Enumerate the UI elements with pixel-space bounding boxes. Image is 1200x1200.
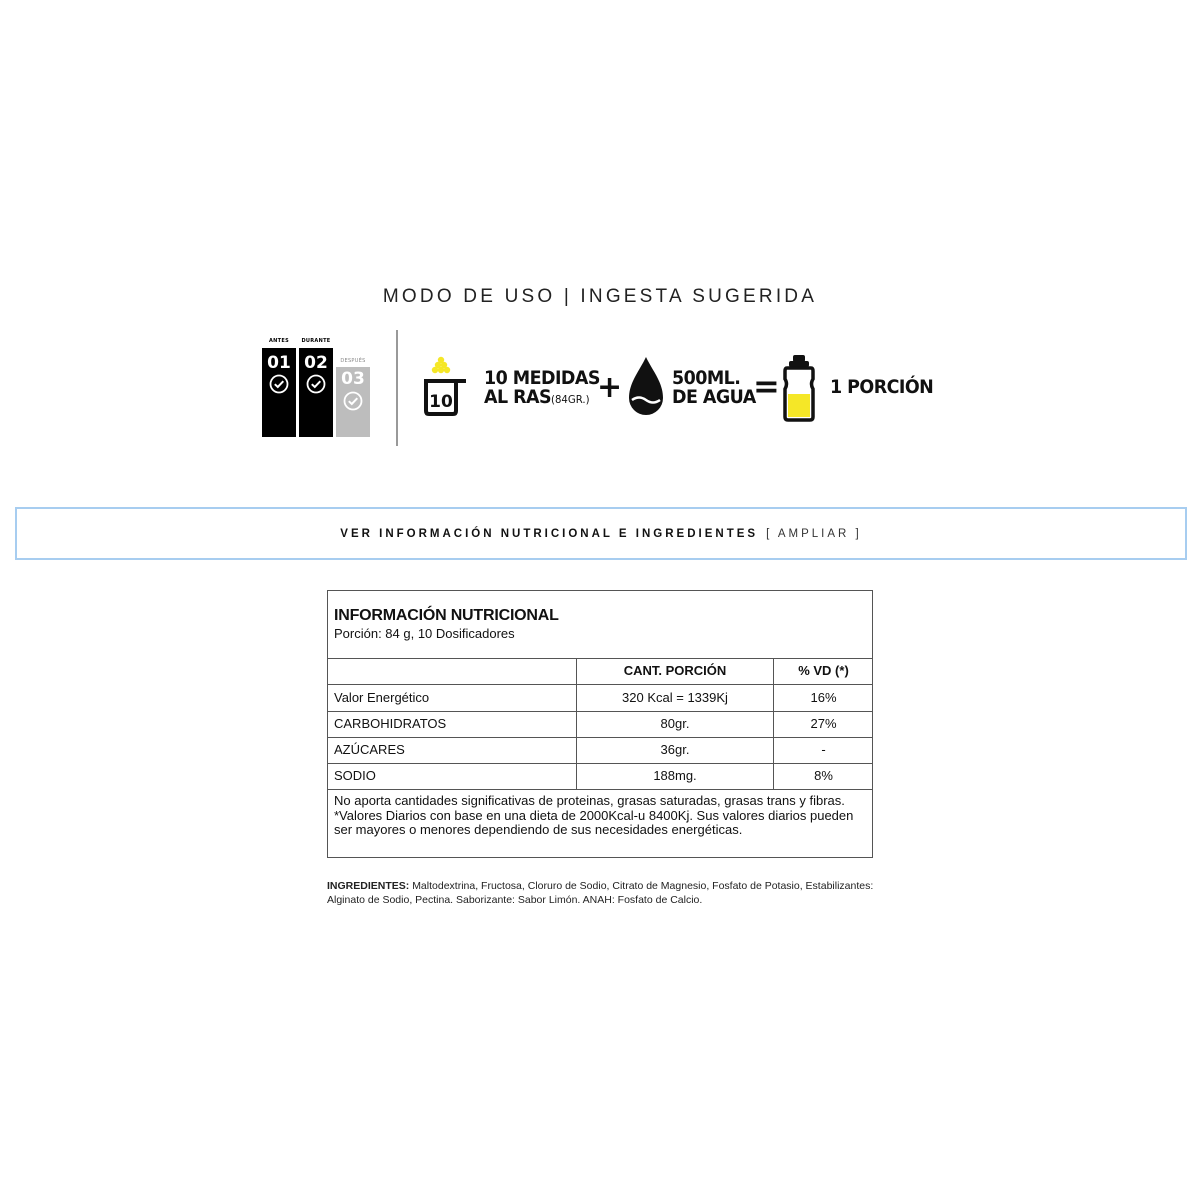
ingredients-text: Maltodextrina, Fructosa, Cloruro de Sodio, Citrato de Magnesio, Fosfato de Potasio, Estabilizantes: Alginato de Sodio, Pectina. Saborizante: Sabor Limón. ANAH: Fosfato de Calcio. [327, 880, 874, 906]
nutrition-note: No aporta cantidades significativas de proteinas, grasas saturadas, grasas trans y fibras. *Valores Diarios con base en una dieta de 2000Kcal-u 8400Kj. Sus valores diarios pueden ser mayores o menores dependiendo de sus necesidades energéticas. [334, 793, 854, 837]
stage-number: 02 [304, 353, 328, 373]
water-drop-icon [627, 356, 665, 418]
stage-after [336, 358, 370, 437]
stage-label: DURANTE [301, 338, 331, 344]
nutrient-name: CARBOHIDRATOS [334, 716, 447, 731]
nutrient-vd: 8% [773, 763, 873, 789]
stage-label: DESPUÉS [340, 358, 366, 364]
check-circle-icon [306, 374, 326, 394]
stage-number: 03 [341, 369, 365, 389]
stage-before [262, 338, 296, 437]
nutrient-vd: - [773, 737, 873, 763]
check-circle-icon [343, 391, 363, 411]
nutrient-name: Valor Energético [334, 690, 430, 705]
table-row [328, 685, 872, 712]
column-header: % VD (*) [773, 658, 873, 684]
expand-label: VER INFORMACIÓN NUTRICIONAL E INGREDIENTES [340, 527, 759, 540]
nutrition-title: INFORMACIÓN NUTRICIONAL [334, 607, 559, 624]
nutrient-vd: 27% [773, 711, 873, 737]
expand-action: [ AMPLIAR ] [766, 527, 862, 540]
plus-sign: + [597, 370, 623, 405]
column-header [334, 658, 574, 684]
nutrient-amount: 36gr. [576, 737, 773, 763]
stage-indicators [262, 336, 372, 440]
scoop-text-line2: AL RAS [484, 386, 552, 408]
check-circle-icon [269, 374, 289, 394]
scoop-grams: (84GR.) [551, 393, 590, 406]
nutrient-name: AZÚCARES [334, 742, 405, 757]
table-row [328, 711, 872, 738]
nutrient-vd: 16% [773, 685, 873, 711]
water-text [672, 369, 756, 407]
scoop-text [484, 369, 600, 409]
ingredients [327, 879, 887, 907]
bottle-icon [783, 354, 815, 422]
water-text-line1: 500ML. [672, 367, 741, 389]
result-text: 1 PORCIÓN [830, 376, 934, 398]
equals-sign: = [753, 367, 780, 405]
nutrition-portion: Porción: 84 g, 10 Dosificadores [334, 626, 515, 641]
stage-label: ANTES [269, 338, 289, 344]
scoop-icon [422, 356, 470, 418]
water-text-line2: DE AGUA [672, 386, 756, 408]
nutrient-name: SODIO [334, 768, 376, 783]
nutrient-amount: 80gr. [576, 711, 773, 737]
table-row [328, 737, 872, 764]
nutrient-amount: 320 Kcal = 1339Kj [576, 685, 773, 711]
scoop-number: 10 [429, 392, 453, 412]
stage-during [299, 338, 333, 437]
nutrition-header [328, 591, 872, 659]
ingredients-label: INGREDIENTES: [327, 880, 410, 892]
scoop-text-line1: 10 MEDIDAS [484, 367, 600, 389]
stage-number: 01 [267, 353, 291, 373]
usage-title: MODO DE USO | INGESTA SUGERIDA [382, 286, 818, 307]
expand-nutrition-button[interactable] [15, 507, 1187, 560]
table-header-row [328, 658, 872, 685]
vertical-divider [396, 330, 398, 446]
nutrient-amount: 188mg. [576, 763, 773, 789]
table-row [328, 763, 872, 790]
nutrition-table [327, 590, 873, 858]
column-header: CANT. PORCIÓN [576, 658, 773, 684]
